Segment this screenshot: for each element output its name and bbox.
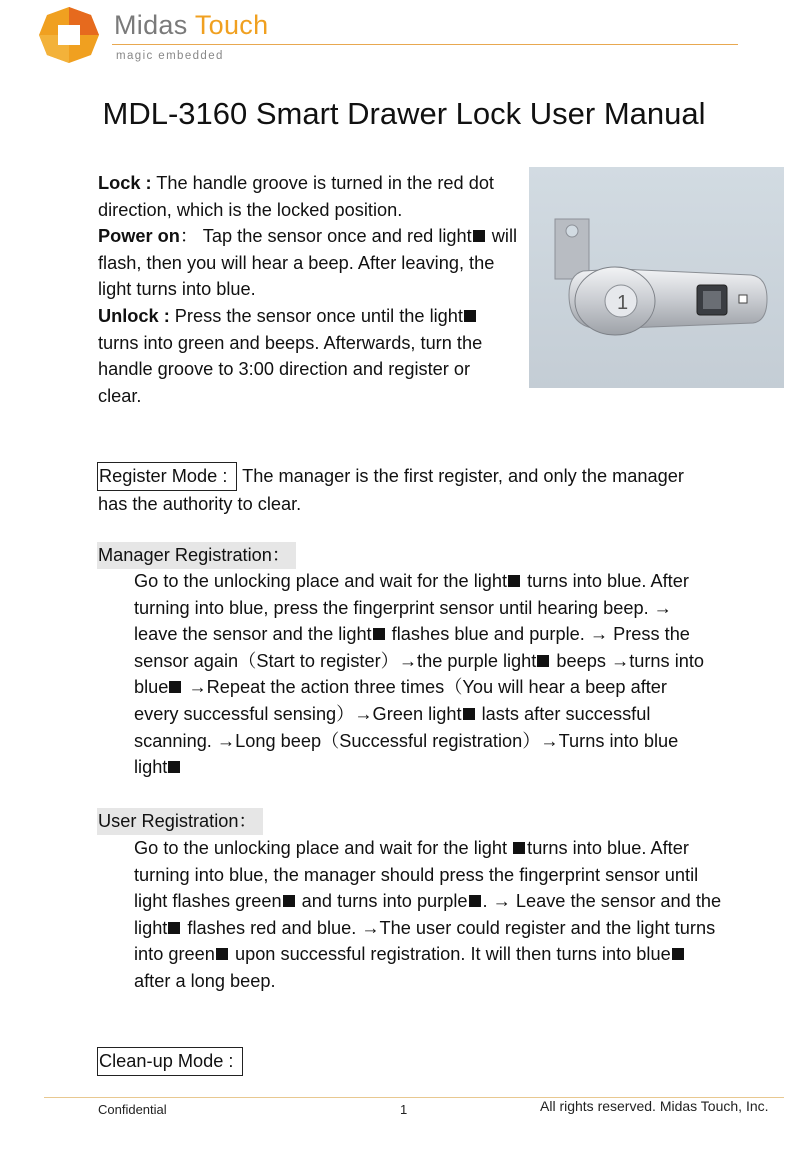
light-square-icon xyxy=(168,761,180,773)
user-text-6: upon successful registration. It will then turns into blue xyxy=(229,944,671,965)
register-mode-text: The manager is the first register, and only the manager has the authority to clear. xyxy=(98,466,684,514)
unlock-label: Unlock : xyxy=(98,305,170,326)
light-square-icon xyxy=(508,575,520,587)
intro-paragraph xyxy=(98,170,518,409)
light-square-icon xyxy=(672,948,684,960)
manager-heading-text: Manager Registration： xyxy=(97,542,296,569)
manager-text-3: flashes blue and purple. → Press the sensor again（Start to register）→the purple light xyxy=(134,624,690,671)
lock-text: The handle groove is turned in the red dot direction, which is the locked position. xyxy=(98,173,494,220)
cleanup-mode-label: Clean-up Mode : xyxy=(97,1047,243,1076)
manager-registration-heading xyxy=(98,542,296,569)
brand-name xyxy=(114,10,268,41)
light-square-icon xyxy=(283,895,295,907)
user-registration-heading xyxy=(98,808,263,835)
user-text-2: turns into blue. After turning into blue, the manager should press the fingerprint sensor until light flashes green xyxy=(134,838,699,912)
manager-text-4: beeps →turns into blue xyxy=(134,650,705,698)
light-square-icon xyxy=(168,922,180,934)
power-text-2: will flash, then you will hear a beep. After leaving, the light turns into blue. xyxy=(98,226,518,300)
power-label: Power on xyxy=(98,226,180,247)
register-mode-paragraph xyxy=(98,462,698,517)
drawer-lock-photo xyxy=(529,167,784,388)
lock-label: Lock : xyxy=(98,173,152,193)
light-square-icon xyxy=(513,842,525,854)
light-square-icon xyxy=(373,628,385,640)
register-mode-label: Register Mode : xyxy=(97,462,237,491)
page-header xyxy=(0,0,808,70)
light-square-icon xyxy=(469,895,481,907)
footer-page-number: 1 xyxy=(400,1102,408,1117)
user-registration-body xyxy=(134,835,724,995)
footer-confidential: Confidential xyxy=(98,1102,167,1117)
manager-registration-body xyxy=(134,568,714,781)
user-heading-text: User Registration： xyxy=(97,808,263,835)
cleanup-mode-heading xyxy=(98,1047,243,1076)
brand-second: Touch xyxy=(194,10,269,40)
unlock-text-2: turns into green and beeps. Afterwards, turn the handle groove to 3:00 direction and register or clear. xyxy=(98,332,483,406)
lock-digit: 1 xyxy=(617,292,629,314)
light-square-icon xyxy=(473,230,485,242)
user-text-4: . → Leave the sensor and the light xyxy=(134,891,722,938)
user-text-1: Go to the unlocking place and wait for the light xyxy=(134,838,513,858)
manager-text-6: lasts after successful scanning. →Long beep（Successful registration）→Turns into blue light xyxy=(134,703,679,778)
light-square-icon xyxy=(463,708,475,720)
power-text-1: ： Tap the sensor once and red light xyxy=(179,226,472,247)
header-rule xyxy=(112,44,738,45)
brand-tagline: magic embedded xyxy=(116,50,224,62)
midas-touch-logo-icon xyxy=(38,6,100,64)
light-square-icon xyxy=(169,681,181,693)
footer-copyright: All rights reserved. Midas Touch, Inc. xyxy=(540,1098,769,1114)
light-square-icon xyxy=(216,948,228,960)
user-text-3: and turns into purple xyxy=(296,891,468,912)
user-text-7: after a long beep. xyxy=(134,970,276,991)
manager-text-2: turns into blue. After turning into blue, press the fingerprint sensor until hearing beep. → leave the sensor and the light xyxy=(134,571,689,645)
light-square-icon xyxy=(464,310,476,322)
manager-text-5: →Repeat the action three times（You will hear a beep after every successful sensing）→Green light xyxy=(134,677,667,724)
brand-first: Midas xyxy=(114,10,188,40)
unlock-text-1: Press the sensor once until the light xyxy=(169,305,463,326)
light-square-icon xyxy=(537,655,549,667)
manager-text-1: Go to the unlocking place and wait for the light xyxy=(134,571,508,591)
user-text-5: flashes red and blue. →The user could register and the light turns into green xyxy=(134,917,716,965)
page-title: MDL-3160 Smart Drawer Lock User Manual xyxy=(102,96,706,131)
